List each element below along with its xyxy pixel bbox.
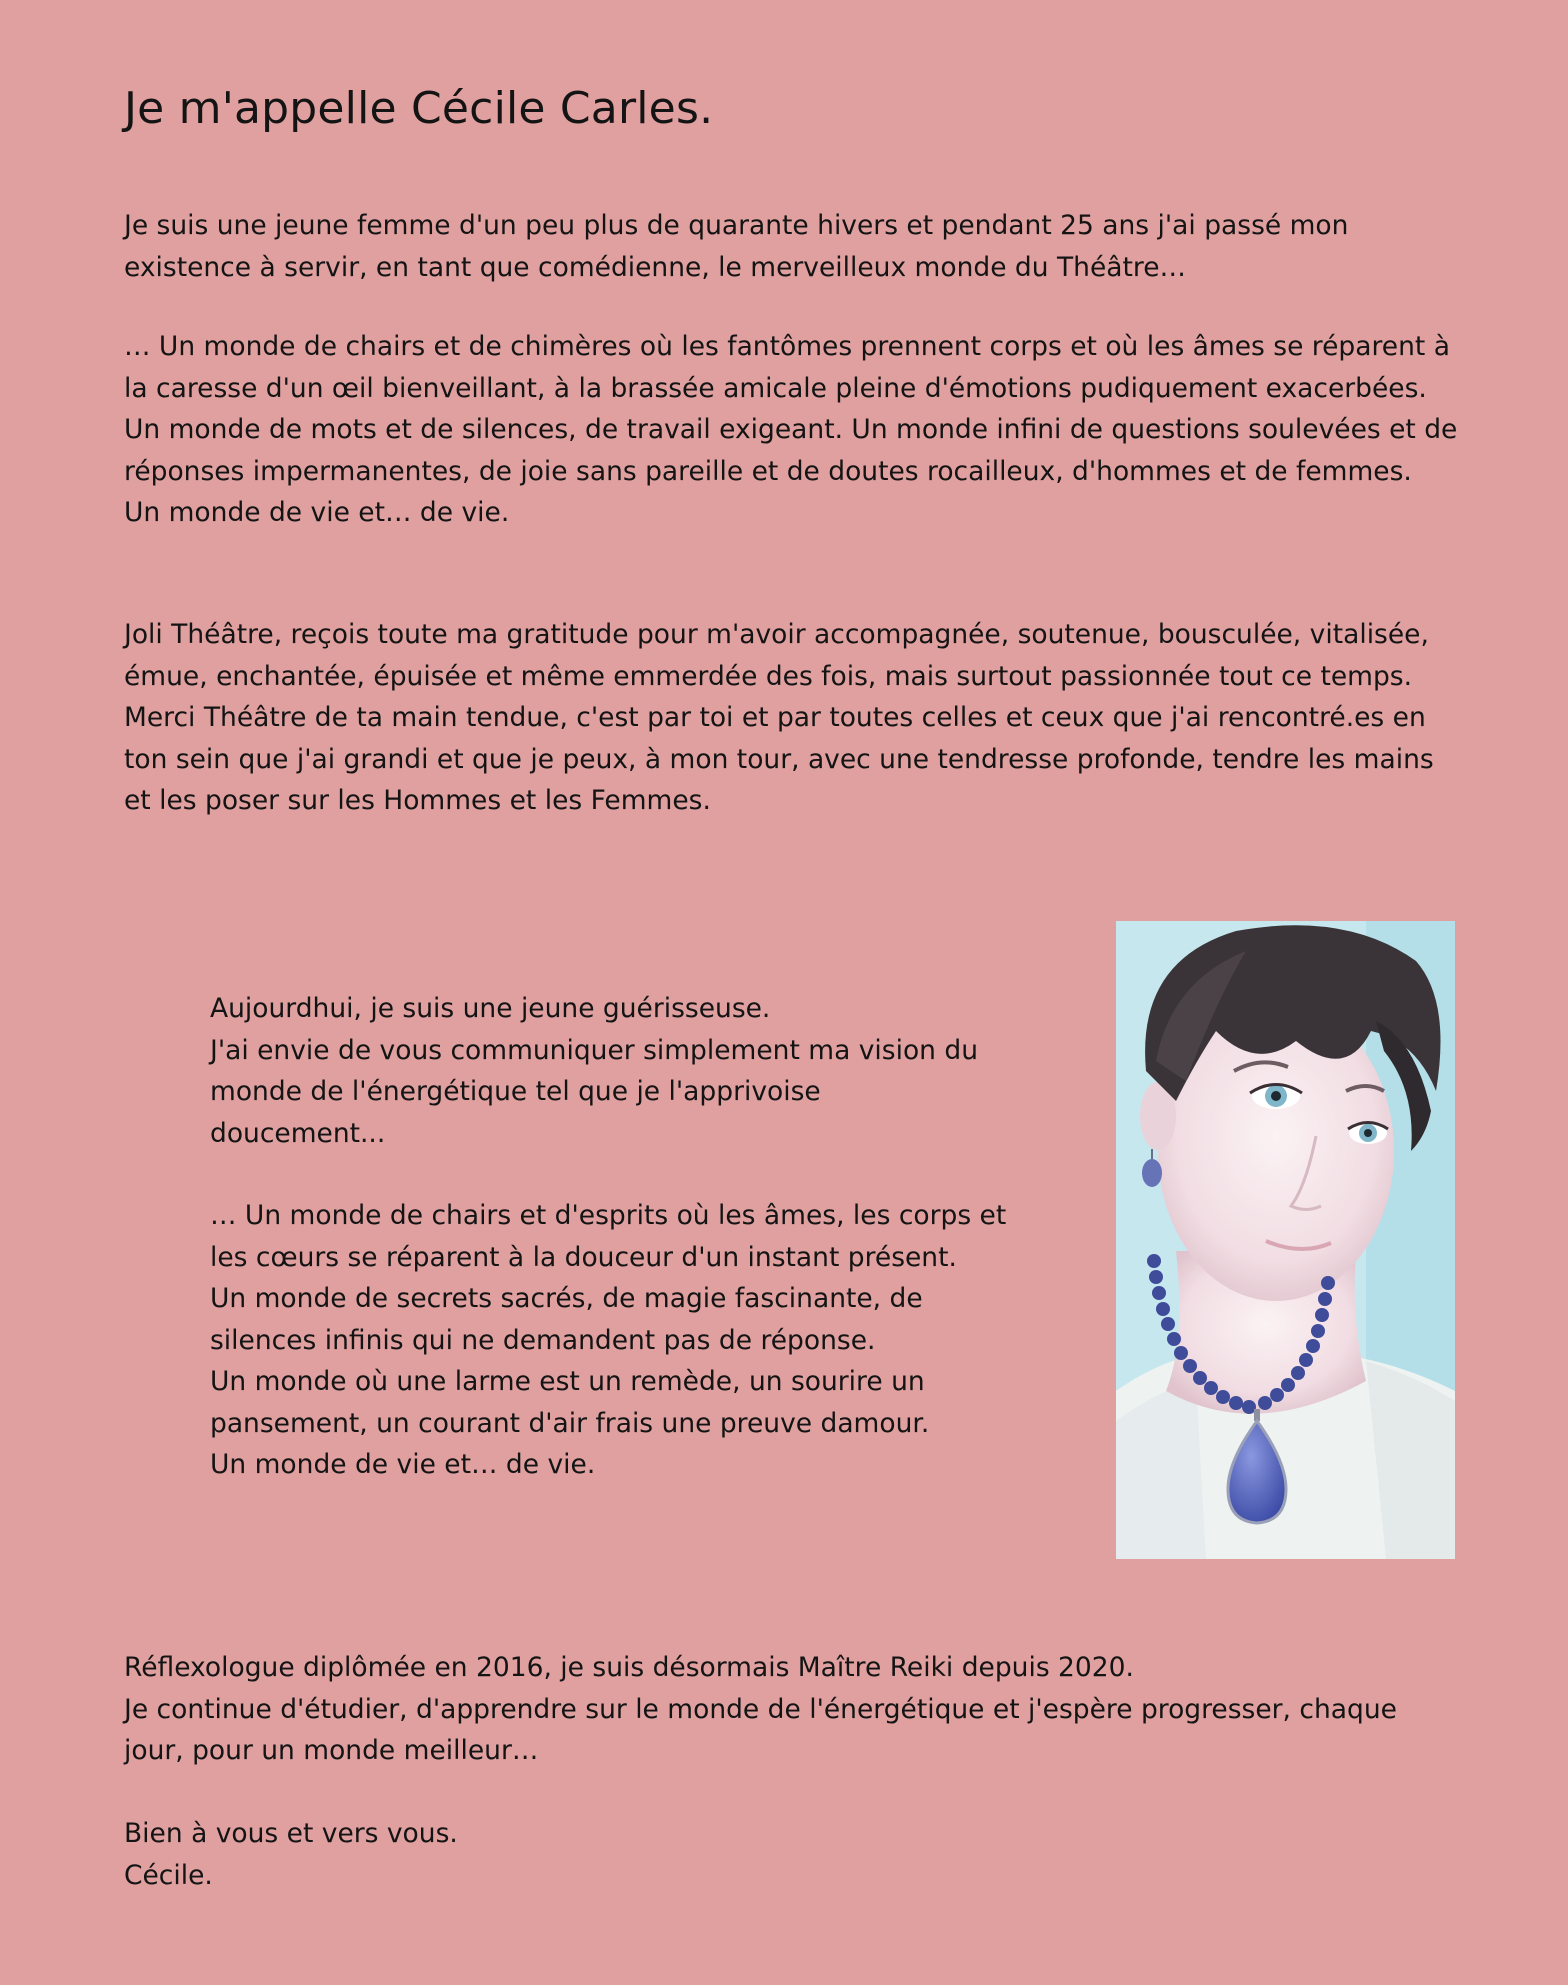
credentials-line: jour, pour un monde meilleur… [124,1735,539,1766]
theatre-world-line: réponses impermanentes, de joie sans pareille et de doutes rocailleux, d'hommes et de femmes. [124,455,1412,487]
healer-line: doucement... [210,1117,386,1149]
intro-line: existence à servir, en tant que comédienne, le merveilleux monde du Théâtre… [124,251,1186,283]
credentials-line: Je continue d'étudier, d'apprendre sur le monde de l'énergétique et j'espère progresser, chaque [124,1693,1397,1725]
gratitude-paragraph [124,614,1494,822]
credentials-line: Réflexologue diplômée en 2016, je suis désormais Maître Reiki depuis 2020. [124,1652,1134,1683]
gratitude-line: et les poser sur les Hommes et les Femmes. [124,785,711,816]
theatre-world-paragraph [124,326,1494,534]
closing-paragraph [124,1813,1494,1896]
energy-world-paragraph [210,1195,1080,1486]
theatre-world-line: la caresse d'un œil bienveillant, à la brassée amicale pleine d'émotions pudiquement exacerbées. [124,372,1427,404]
gratitude-line: Merci Théâtre de ta main tendue, c'est par toi et par toutes celles et ceux que j'ai rencontré.es en [124,702,1426,733]
closing-line: Bien à vous et vers vous. [124,1818,458,1849]
theatre-world-line: … Un monde de chairs et de chimères où les fantômes prennent corps et où les âmes se réparent à [124,331,1450,362]
gratitude-line: émue, enchantée, épuisée et même emmerdée des fois, mais surtout passionnée tout ce temps. [124,660,1413,692]
page-title: Je m'appelle Cécile Carles. [124,83,714,134]
energy-world-line: Un monde de secrets sacrés, de magie fascinante, de [210,1283,923,1314]
healer-paragraph [210,988,1080,1154]
energy-world-line: les cœurs se réparent à la douceur d'un instant présent. [210,1241,957,1273]
intro-line: Je suis une jeune femme d'un peu plus de quarante hivers et pendant 25 ans j'ai passé mon [124,210,1349,241]
theatre-world-line: Un monde de mots et de silences, de travail exigeant. Un monde infini de questions soulevées et de [124,414,1458,445]
energy-world-line: Un monde de vie et… de vie. [210,1449,596,1480]
gratitude-line: ton sein que j'ai grandi et que je peux, à mon tour, avec une tendresse profonde, tendre les mains [124,743,1434,775]
credentials-paragraph [124,1647,1494,1772]
signature: Cécile. [124,1859,213,1891]
gratitude-line: Joli Théâtre, reçois toute ma gratitude pour m'avoir accompagnée, soutenue, bousculée, vitalisée, [124,619,1429,650]
portrait-illustration [1116,921,1455,1559]
energy-world-line: silences infinis qui ne demandent pas de réponse. [210,1324,876,1356]
intro-paragraph [124,205,1494,288]
healer-line: J'ai envie de vous communiquer simplement ma vision du [210,1034,979,1066]
theatre-world-line: Un monde de vie et… de vie. [124,497,510,528]
energy-world-line: … Un monde de chairs et d'esprits où les âmes, les corps et [210,1200,1007,1231]
energy-world-line: pansement, un courant d'air frais une preuve damour. [210,1407,930,1439]
healer-line: Aujourdhui, je suis une jeune guérisseuse. [210,993,771,1024]
energy-world-line: Un monde où une larme est un remède, un sourire un [210,1366,925,1397]
portrait-photo [1116,921,1455,1559]
healer-line: monde de l'énergétique tel que je l'apprivoise [210,1076,821,1107]
